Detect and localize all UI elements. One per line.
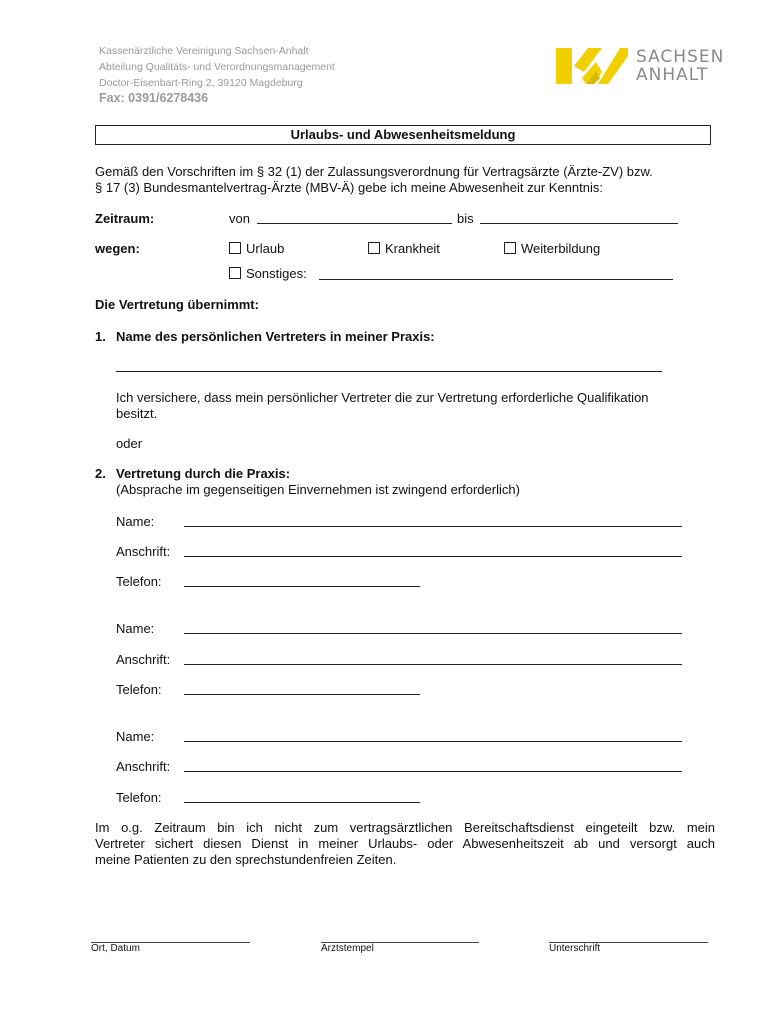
praxis3-anschrift-field[interactable] bbox=[184, 771, 682, 772]
praxis2-telefon-field[interactable] bbox=[184, 694, 420, 695]
closing-line-3: meine Patienten zu den sprechstundenfreien Zeiten. bbox=[95, 852, 397, 867]
assurance-line-1: Ich versichere, dass mein persönlicher Vertreter die zur Vertretung erforderliche Qualifikation bbox=[116, 390, 649, 405]
sonstiges-field[interactable] bbox=[319, 279, 673, 280]
page-title: Urlaubs- und Abwesenheitsmeldung bbox=[290, 127, 516, 142]
assurance-line-2: besitzt. bbox=[116, 406, 158, 421]
section2-title: Vertretung durch die Praxis: bbox=[116, 466, 291, 481]
unterschrift-label: Unterschrift bbox=[549, 943, 601, 954]
praxis1-anschrift-label: Anschrift: bbox=[116, 544, 171, 559]
header-department: Abteilung Qualitäts- und Verordnungsmanagement bbox=[99, 61, 335, 73]
zeitraum-bis-label: bis bbox=[457, 211, 474, 226]
section2-number: 2. bbox=[95, 466, 106, 481]
option-sonstiges[interactable] bbox=[229, 266, 307, 282]
option-krankheit-label: Krankheit bbox=[385, 241, 440, 256]
praxis2-anschrift-field[interactable] bbox=[184, 664, 682, 665]
option-krankheit[interactable] bbox=[368, 241, 440, 257]
intro-line-2: § 17 (3) Bundesmantelvertrag-Ärzte (MBV-Ä) gebe ich meine Abwesenheit zur Kenntnis: bbox=[95, 180, 603, 195]
praxis2-anschrift-label: Anschrift: bbox=[116, 652, 171, 667]
praxis2-telefon-label: Telefon: bbox=[116, 682, 162, 697]
praxis2-name-field[interactable] bbox=[184, 633, 682, 634]
praxis3-telefon-label: Telefon: bbox=[116, 790, 162, 805]
logo-text-anhalt: ANHALT bbox=[636, 65, 709, 85]
intro-line-1: Gemäß den Vorschriften im § 32 (1) der Zulassungsverordnung für Vertragsärzte (Ärzte-ZV) bzw. bbox=[95, 164, 653, 179]
praxis1-telefon-label: Telefon: bbox=[116, 574, 162, 589]
praxis1-telefon-field[interactable] bbox=[184, 586, 420, 587]
header-address: Doctor-Eisenbart-Ring 2, 39120 Magdeburg bbox=[99, 77, 303, 89]
zeitraum-von-label: von bbox=[229, 211, 250, 226]
title-box bbox=[95, 125, 711, 145]
sachsen-anhalt-logo bbox=[556, 44, 725, 88]
praxis2-name-label: Name: bbox=[116, 621, 155, 636]
option-weiterbildung[interactable] bbox=[504, 241, 600, 257]
header-org: Kassenärztliche Vereinigung Sachsen-Anhalt bbox=[99, 45, 309, 57]
logo-text-sachsen: SACHSEN bbox=[636, 47, 725, 67]
praxis3-name-field[interactable] bbox=[184, 741, 682, 742]
praxis1-name-field[interactable] bbox=[184, 526, 682, 527]
zeitraum-von-field[interactable] bbox=[257, 223, 452, 224]
wegen-label: wegen: bbox=[95, 241, 140, 256]
praxis1-anschrift-field[interactable] bbox=[184, 556, 682, 557]
section1-number: 1. bbox=[95, 329, 106, 344]
section2-subtitle: (Absprache im gegenseitigen Einvernehmen ist zwingend erforderlich) bbox=[116, 482, 520, 497]
checkbox-urlaub[interactable] bbox=[229, 242, 241, 254]
closing-line-1: Im o.g. Zeitraum bin ich nicht zum vertragsärztlichen Bereitschaftsdienst eingeteilt bzw. mein bbox=[95, 820, 715, 835]
option-urlaub-label: Urlaub bbox=[246, 241, 285, 256]
logo-mark-icon bbox=[556, 44, 628, 86]
zeitraum-label: Zeitraum: bbox=[95, 211, 155, 226]
praxis3-telefon-field[interactable] bbox=[184, 802, 420, 803]
zeitraum-bis-field[interactable] bbox=[480, 223, 678, 224]
option-weiterbildung-label: Weiterbildung bbox=[521, 241, 601, 256]
vertretung-heading: Die Vertretung übernimmt: bbox=[95, 297, 259, 312]
oder-text: oder bbox=[116, 436, 143, 451]
checkbox-sonstiges[interactable] bbox=[229, 267, 241, 279]
praxis1-name-label: Name: bbox=[116, 514, 155, 529]
checkbox-weiterbildung[interactable] bbox=[504, 242, 516, 254]
praxis3-anschrift-label: Anschrift: bbox=[116, 759, 171, 774]
arztstempel-label: Arztstempel bbox=[321, 943, 374, 954]
section1-title: Name des persönlichen Vertreters in meiner Praxis: bbox=[116, 329, 435, 344]
closing-line-2: Vertreter sichert diesen Dienst in meiner Urlaubs- oder Abwesenheitszeit ab und versorgt auch bbox=[95, 836, 715, 851]
praxis3-name-label: Name: bbox=[116, 729, 155, 744]
header-fax: Fax: 0391/6278436 bbox=[99, 91, 209, 105]
option-sonstiges-label: Sonstiges: bbox=[246, 266, 307, 281]
ort-datum-label: Ort, Datum bbox=[91, 943, 140, 954]
vertreter-name-field[interactable] bbox=[116, 371, 662, 372]
checkbox-krankheit[interactable] bbox=[368, 242, 380, 254]
option-urlaub[interactable] bbox=[229, 241, 284, 257]
